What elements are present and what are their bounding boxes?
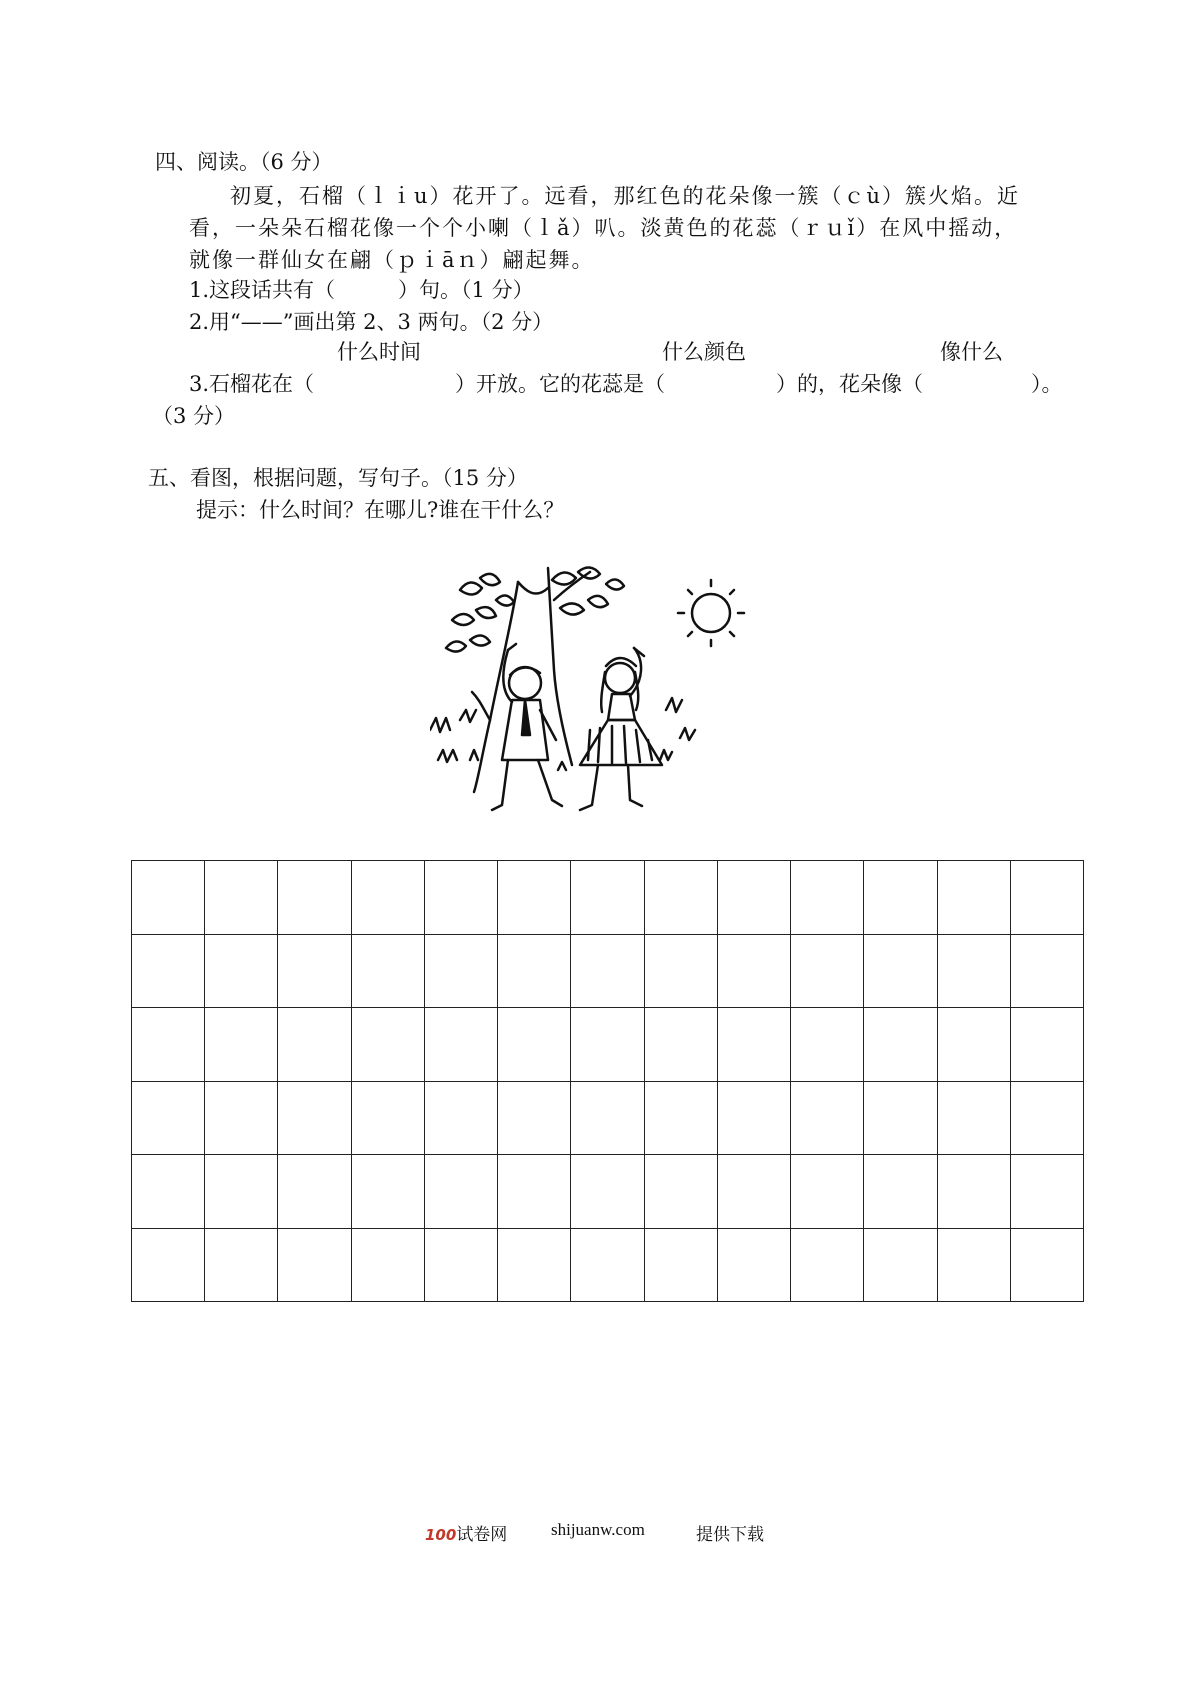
section-4-heading: 四、阅读。（6 分） [155,150,333,174]
grid-cell[interactable] [278,1229,351,1303]
grid-cell[interactable] [1011,861,1084,935]
grid-cell[interactable] [1011,935,1084,1009]
grid-cell[interactable] [718,1082,791,1156]
sun-icon [692,594,730,632]
grid-cell[interactable] [645,1008,718,1082]
grid-cell[interactable] [864,1229,937,1303]
grid-cell[interactable] [425,1082,498,1156]
grid-cell[interactable] [718,1229,791,1303]
footer-note: 提供下载 [696,1525,764,1545]
grid-cell[interactable] [425,1229,498,1303]
grid-cell[interactable] [205,1082,278,1156]
grid-cell[interactable] [645,1082,718,1156]
grid-cell[interactable] [278,935,351,1009]
grid-cell[interactable] [132,1155,205,1229]
footer-brand [425,1520,507,1545]
section-5-heading: 五、看图，根据问题，写句子。（15 分） [148,466,528,490]
grid-cell[interactable] [352,861,425,935]
grid-cell[interactable] [205,861,278,935]
grid-cell[interactable] [498,861,571,935]
grid-cell[interactable] [278,1155,351,1229]
grid-cell[interactable] [132,1082,205,1156]
grass-tufts [430,698,695,770]
grid-cell[interactable] [352,1155,425,1229]
grid-cell[interactable] [645,935,718,1009]
tree-leaves-left [446,574,514,652]
grid-cell[interactable] [278,861,351,935]
question-2: 2.用“——”画出第 2、3 两句。（2 分） [189,310,554,334]
grid-cell[interactable] [718,935,791,1009]
grid-cell[interactable] [205,1229,278,1303]
grid-cell[interactable] [571,1008,644,1082]
passage-line-2: 看，一朵朵石榴花像一个个小喇（ｌǎ）叭。淡黄色的花蕊（ｒｕǐ）在风中摇动， [189,216,1018,240]
site-logo-number: 100 [425,1526,457,1544]
grid-cell[interactable] [864,935,937,1009]
grid-cell[interactable] [791,1229,864,1303]
grid-cell[interactable] [352,1229,425,1303]
hint-time-label: 什么时间 [337,340,421,364]
grid-cell[interactable] [791,1155,864,1229]
grid-cell[interactable] [498,1229,571,1303]
grid-cell[interactable] [205,1008,278,1082]
grid-cell[interactable] [571,861,644,935]
grid-cell[interactable] [571,1082,644,1156]
passage-line-1: 初夏，石榴（ｌｉu）花开了。远看，那红色的花朵像一簇（ｃù）簇火焰。近 [230,184,1021,208]
writing-grid[interactable] [131,860,1084,1302]
question-3-part-2: ）开放。它的花蕊是（ [455,372,665,396]
grid-cell[interactable] [132,861,205,935]
grid-cell[interactable] [864,1155,937,1229]
footer-domain[interactable]: shijuanw.com [551,1520,645,1539]
grid-cell[interactable] [498,1155,571,1229]
grid-cell[interactable] [864,1008,937,1082]
site-name: 试卷网 [456,1525,508,1545]
grid-cell[interactable] [425,861,498,935]
grid-cell[interactable] [791,1008,864,1082]
grid-cell[interactable] [132,1229,205,1303]
grid-cell[interactable] [498,935,571,1009]
grid-cell[interactable] [1011,1229,1084,1303]
grid-cell[interactable] [938,1082,1011,1156]
grid-cell[interactable] [132,1008,205,1082]
grid-cell[interactable] [425,935,498,1009]
grid-cell[interactable] [645,1229,718,1303]
grid-cell[interactable] [864,861,937,935]
sun-rays [678,580,744,646]
grid-cell[interactable] [278,1082,351,1156]
grid-cell[interactable] [938,1155,1011,1229]
grid-cell[interactable] [718,1008,791,1082]
grid-cell[interactable] [864,1082,937,1156]
grid-cell[interactable] [938,1008,1011,1082]
question-1: 1.这段话共有（ ）句。（1 分） [189,278,534,302]
grid-cell[interactable] [352,1082,425,1156]
grid-cell[interactable] [132,935,205,1009]
grid-cell[interactable] [205,1155,278,1229]
grid-cell[interactable] [791,1082,864,1156]
girl-figure [580,648,662,810]
question-3-part-3: ）的，花朵像（ [776,372,923,396]
grid-cell[interactable] [791,935,864,1009]
question-3-part-4: ）。 [1031,372,1063,396]
grid-cell[interactable] [1011,1008,1084,1082]
grid-cell[interactable] [571,1155,644,1229]
grid-cell[interactable] [718,1155,791,1229]
grid-cell[interactable] [645,861,718,935]
section-5-tip: 提示：什么时间？在哪儿?谁在干什么？ [196,498,565,522]
grid-cell[interactable] [571,935,644,1009]
grid-cell[interactable] [1011,1082,1084,1156]
grid-cell[interactable] [498,1008,571,1082]
boy-figure [492,644,562,810]
grid-cell[interactable] [938,935,1011,1009]
grid-cell[interactable] [645,1155,718,1229]
grid-cell[interactable] [352,935,425,1009]
grid-cell[interactable] [1011,1155,1084,1229]
hint-like-label: 像什么 [940,340,1003,364]
children-under-tree-illustration [430,560,760,855]
grid-cell[interactable] [352,1008,425,1082]
grid-cell[interactable] [938,1229,1011,1303]
grid-cell[interactable] [571,1229,644,1303]
passage-line-3: 就像一群仙女在翩（ｐｉāｎ）翩起舞。 [189,248,595,272]
grid-cell[interactable] [205,935,278,1009]
hint-color-label: 什么颜色 [662,340,746,364]
grid-cell[interactable] [498,1082,571,1156]
grid-cell[interactable] [425,1155,498,1229]
grid-cell[interactable] [278,1008,351,1082]
grid-cell[interactable] [938,861,1011,935]
question-3-part-1: 3.石榴花在（ [189,372,315,396]
grid-cell[interactable] [791,861,864,935]
grid-cell[interactable] [425,1008,498,1082]
question-3-score: （3 分） [152,404,236,428]
grid-cell[interactable] [718,861,791,935]
